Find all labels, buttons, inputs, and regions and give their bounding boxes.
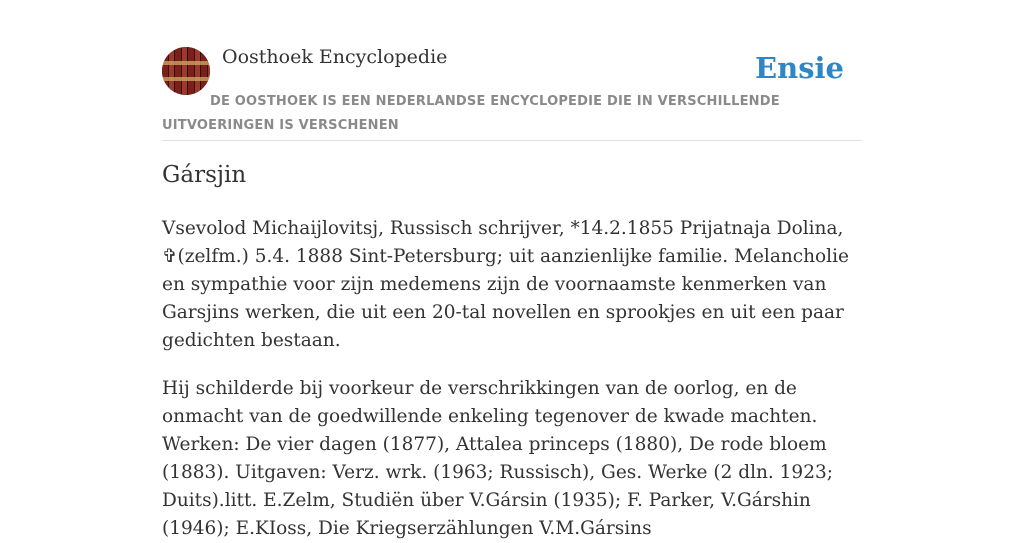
article-paragraph: Hij schilderde bij voorkeur de verschrikkingen van de oorlog, en de onmacht van de goedwillende enkeling tegenover de kwade machten. Werken: De vier dagen (1877), Attalea princeps (1880), De rode bloem (1883). Uitgaven: Verz. wrk. (1963; Russisch), Ges. Werke (2 dln. 1923; Duits).litt. E.Zelm, Studiën über V.Gársin (1935); F. Parker, V.Gárshin (1946); E.KIoss, Die Kriegserzählungen V.M.Gársins: [162, 378, 833, 539]
ensie-logo-link[interactable]: Ensie: [755, 51, 844, 85]
article-title: Gársjin: [162, 162, 247, 188]
books-image: [162, 47, 210, 95]
article-paragraph: Vsevolod Michaijlovitsj, Russisch schrijver, *14.2.1855 Prijatnaja Dolina, ✞(zelfm.) 5.4. 1888 Sint-Petersburg; uit aanzienlijke familie. Melancholie en sympathie voor zijn medemens zijn de voornaamste kenmerken van Garsjins werken, die uit een 20-tal novellen en sprookjes en uit een paar gedichten bestaan.: [162, 218, 849, 351]
site-tagline: DE OOSTHOEK IS EEN NEDERLANDSE ENCYCLOPEDIE DIE IN VERSCHILLENDE UITVOERINGEN IS VERSCHENEN: [162, 94, 780, 133]
site-name-link[interactable]: Oosthoek Encyclopedie: [222, 46, 448, 68]
site-avatar[interactable]: [162, 47, 210, 95]
site-header: [162, 46, 862, 141]
